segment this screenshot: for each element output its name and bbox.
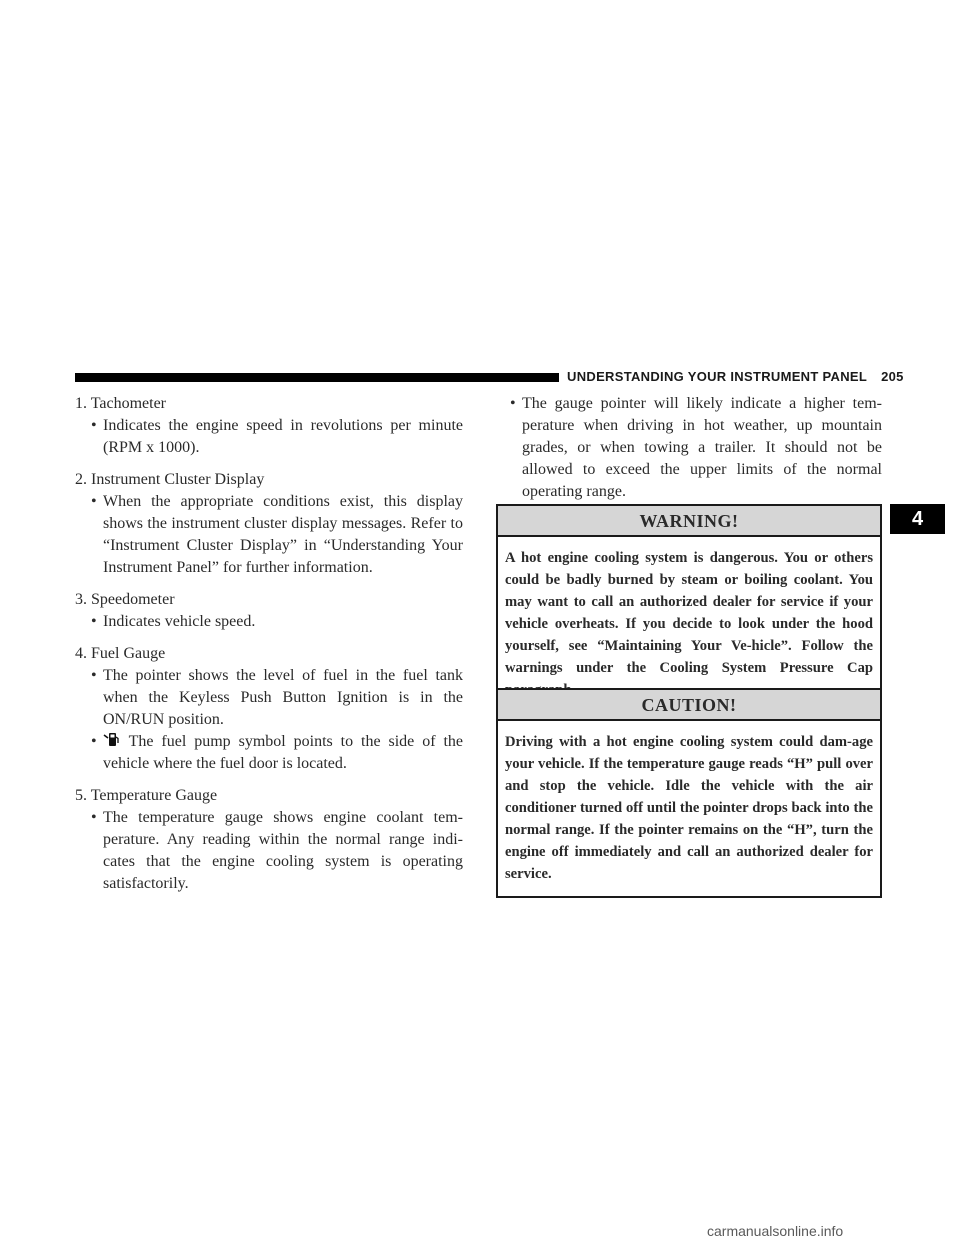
caution-heading: CAUTION! xyxy=(498,690,880,721)
bullet-item: • Indicates vehicle speed. xyxy=(91,613,256,630)
bullet-item: • The pointer shows the level of fuel in the fuel tank when the Keyless Push Button Ignition is in the ON/RUN position. xyxy=(91,667,463,728)
bullet-item: • Indicates the engine speed in revolutions per minute (RPM x 1000). xyxy=(91,417,463,456)
bullet-text: The temperature gauge shows engine coolant tem-perature. Any reading within the normal range indi-cates that the engine cooling system is operating satisfactorily. xyxy=(103,809,463,892)
gauge-list xyxy=(75,393,463,895)
page-number: 205 xyxy=(881,369,904,384)
section-title: UNDERSTANDING YOUR INSTRUMENT PANEL xyxy=(567,369,868,384)
bullet-text: The fuel pump symbol points to the side of the vehicle where the fuel door is located. xyxy=(103,733,463,772)
caution-box xyxy=(496,688,882,898)
bullet-item: • The gauge pointer will likely indicate a higher tem-perature when driving in hot weather, up mountain grades, or when towing a trailer. It should not be allowed to exceed the upper limits of the normal operating range. xyxy=(510,395,882,500)
bullet-text: When the appropriate conditions exist, this display shows the instrument cluster display messages. Refer to “Instrument Cluster Display” in “Understanding Your Instrument Panel” for further information. xyxy=(103,493,463,576)
bullet-item: • The fuel pump symbol points to the side of the vehicle where the fuel door is located. xyxy=(91,733,463,772)
chapter-tab: 4 xyxy=(890,504,945,534)
item-title: 4. Fuel Gauge xyxy=(75,645,166,662)
warning-text: A hot engine cooling system is dangerous. You or others could be badly burned by steam or boiling coolant. You may want to call an authorized dealer for service if your vehicle overheats. If you decide to look under the hood yourself, see “Maintaining Your Ve-hicle”. Follow the warnings under the Cooling System Pressure Cap xyxy=(505,550,873,676)
list-item-fuel-gauge xyxy=(75,643,463,775)
item-title: 2. Instrument Cluster Display xyxy=(75,471,265,488)
warning-heading: WARNING! xyxy=(498,506,880,537)
bullet-text: Indicates vehicle speed. xyxy=(103,613,256,630)
list-item-speedometer xyxy=(75,589,463,633)
fuel-pump-icon xyxy=(103,731,119,747)
bullet-item: • When the appropriate conditions exist, this display shows the instrument cluster display messages. Refer to “Instrument Cluster Display” in “Understanding Your Instrument Panel” for further information. xyxy=(91,493,463,576)
watermark: carmanualsonline.info xyxy=(707,1223,844,1239)
warning-box xyxy=(496,504,882,714)
running-header xyxy=(567,369,904,384)
item-title: 1. Tachometer xyxy=(75,395,166,412)
item-title: 3. Speedometer xyxy=(75,591,175,608)
bullet-item: • The temperature gauge shows engine coolant tem-perature. Any reading within the normal range indi-cates that the engine cooling system is operating satisfactorily. xyxy=(91,809,463,892)
right-column xyxy=(496,393,882,503)
bullet-text: The pointer shows the level of fuel in the fuel tank when the Keyless Push Button Ignition is in the ON/RUN position. xyxy=(103,667,463,728)
list-item-temperature-gauge xyxy=(75,785,463,895)
bullet-text: The gauge pointer will likely indicate a higher tem-perature when driving in hot weather, up mountain grades, or when towing a trailer. It should not be allowed to exceed the upper limits of the normal operating range. xyxy=(522,395,882,500)
list-item-instrument-cluster-display xyxy=(75,469,463,579)
caution-text: Driving with a hot engine cooling system could dam-age your vehicle. If the temperature gauge reads “H” pull over and stop the vehicle. Idle the vehicle with the air conditioner turned off until the pointer drops back into the normal range. If the pointer remains on the “H”, turn the engine off immediately and call an authorized dealer for service. xyxy=(505,734,873,882)
item-title: 5. Temperature Gauge xyxy=(75,787,218,804)
list-item-tachometer xyxy=(75,393,463,459)
header-rule xyxy=(75,373,559,382)
bullet-text: Indicates the engine speed in revolutions per minute (RPM x 1000). xyxy=(103,417,463,456)
